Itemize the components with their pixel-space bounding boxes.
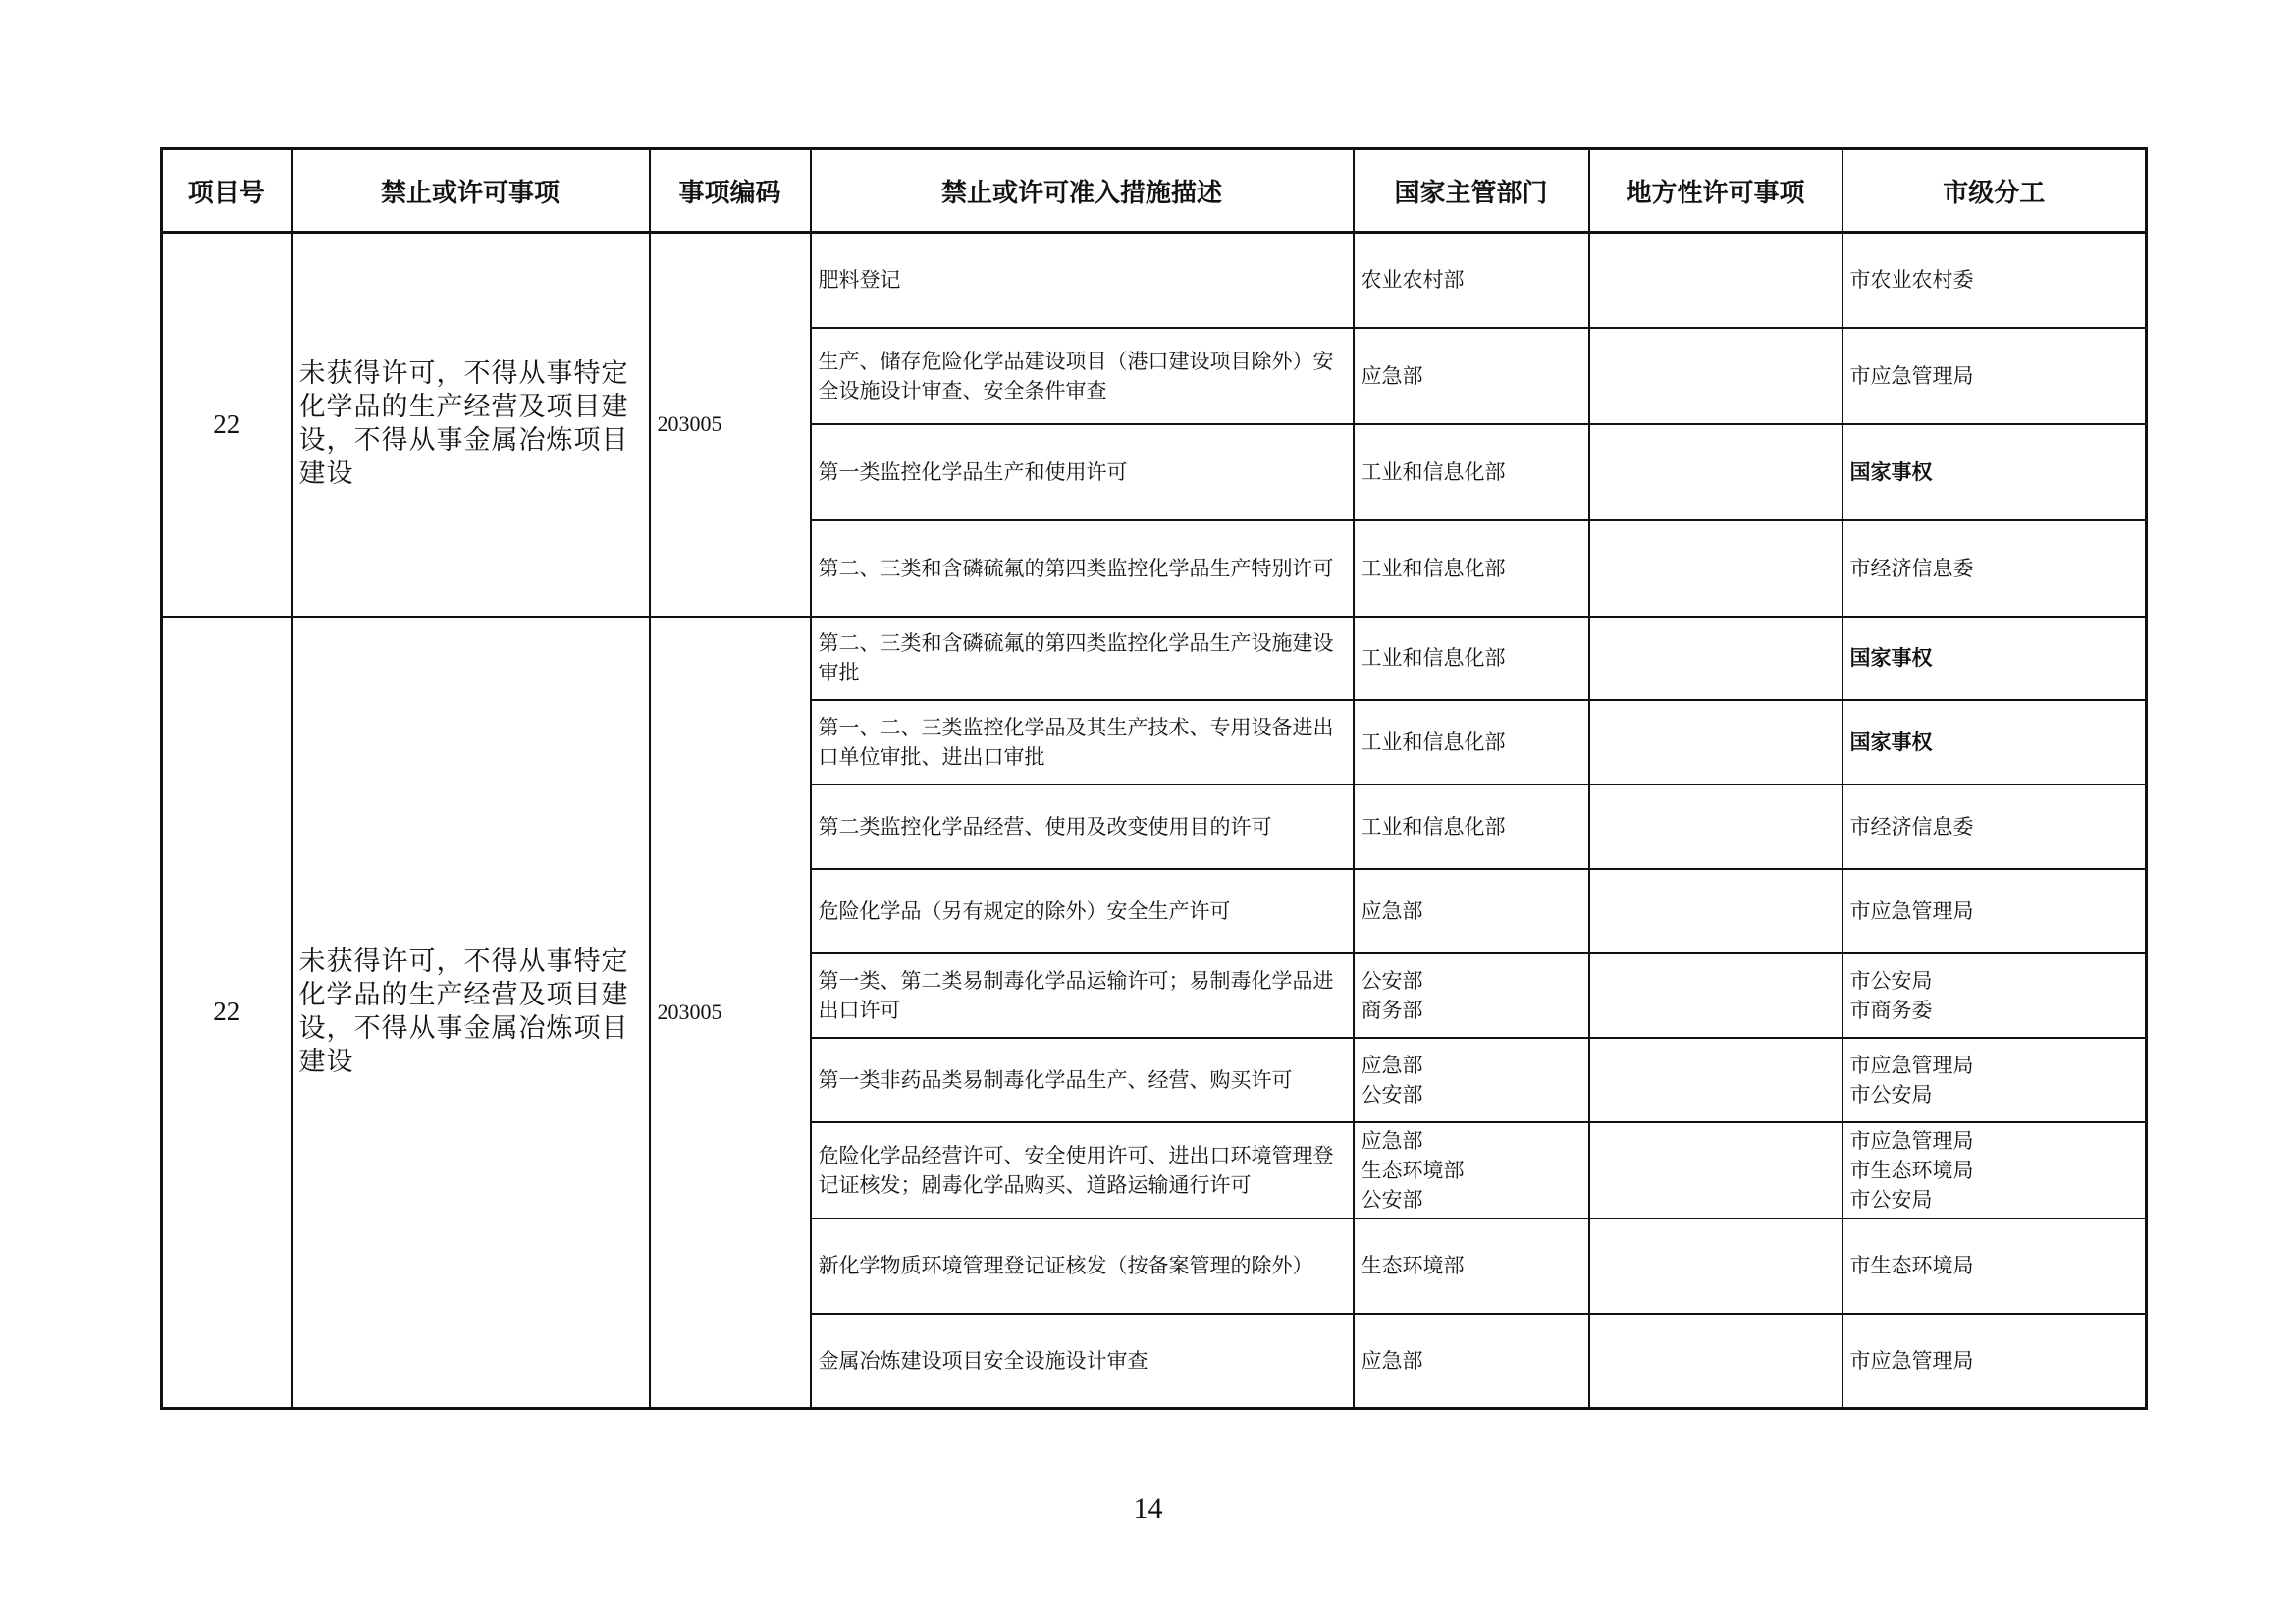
city-division-cell-line: 国家事权 [1849, 460, 1933, 484]
city-division-cell-line: 市应急管理局 [1849, 363, 1974, 388]
national-dept-cell-line: 商务部 [1361, 998, 1423, 1022]
city-division-cell-line: 市经济信息委 [1849, 814, 1974, 839]
local-permit-cell [1589, 520, 1842, 617]
national-dept-cell-line: 农业农村部 [1361, 268, 1465, 293]
city-division-cell-line: 市商务委 [1849, 998, 1933, 1022]
prohibited-item-cell: 未获得许可，不得从事特定化学品的生产经营及项目建设，不得从事金属冶炼项目建设 [292, 233, 650, 617]
local-permit-cell [1589, 700, 1842, 785]
item-code-cell: 203005 [650, 617, 811, 1409]
local-permit-cell [1589, 1038, 1842, 1122]
project-number-cell: 22 [162, 617, 292, 1409]
national-dept-cell-line: 应急部 [1361, 363, 1423, 388]
measure-cell: 危险化学品（另有规定的除外）安全生产许可 [811, 869, 1354, 953]
header-measure: 禁止或许可准入措施描述 [811, 149, 1354, 233]
measure-cell: 金属冶炼建设项目安全设施设计审查 [811, 1314, 1354, 1409]
permit-table [160, 147, 2148, 1410]
city-division-cell-line: 国家事权 [1849, 730, 1933, 754]
city-division-cell [1842, 424, 2147, 520]
city-division-cell [1842, 328, 2147, 424]
local-permit-cell [1589, 1314, 1842, 1409]
city-division-cell-line: 市经济信息委 [1849, 556, 1974, 580]
national-dept-cell-line: 应急部 [1361, 898, 1423, 923]
national-dept-cell-line: 工业和信息化部 [1361, 646, 1506, 670]
city-division-cell-line: 市公安局 [1849, 1187, 1933, 1212]
city-division-cell [1842, 1122, 2147, 1218]
local-permit-cell [1589, 233, 1842, 328]
national-dept-cell [1354, 1314, 1589, 1409]
table-body [162, 233, 2147, 1409]
city-division-cell-line: 市公安局 [1849, 968, 1933, 993]
city-division-cell-line: 市公安局 [1849, 1082, 1933, 1107]
measure-cell: 第一类、第二类易制毒化学品运输许可；易制毒化学品进出口许可 [811, 953, 1354, 1038]
national-dept-cell-line: 生态环境部 [1361, 1158, 1465, 1182]
city-division-cell-line: 市生态环境局 [1849, 1158, 1974, 1182]
measure-cell: 危险化学品经营许可、安全使用许可、进出口环境管理登记证核发；剧毒化学品购买、道路运输通行许可 [811, 1122, 1354, 1218]
header-project-no: 项目号 [162, 149, 292, 233]
national-dept-cell [1354, 1038, 1589, 1122]
measure-cell: 第二、三类和含磷硫氟的第四类监控化学品生产设施建设审批 [811, 617, 1354, 700]
city-division-cell-line: 市农业农村委 [1849, 268, 1974, 293]
national-dept-cell [1354, 1218, 1589, 1314]
measure-cell: 第二类监控化学品经营、使用及改变使用目的许可 [811, 785, 1354, 869]
local-permit-cell [1589, 869, 1842, 953]
city-division-cell-line: 市生态环境局 [1849, 1254, 1974, 1277]
measure-cell: 新化学物质环境管理登记证核发（按备案管理的除外） [811, 1218, 1354, 1314]
measure-cell: 生产、储存危险化学品建设项目（港口建设项目除外）安全设施设计审查、安全条件审查 [811, 328, 1354, 424]
header-code: 事项编码 [650, 149, 811, 233]
city-division-cell [1842, 785, 2147, 869]
national-dept-cell [1354, 520, 1589, 617]
city-division-cell [1842, 953, 2147, 1038]
measure-cell: 第一类监控化学品生产和使用许可 [811, 424, 1354, 520]
national-dept-cell [1354, 424, 1589, 520]
national-dept-cell-line: 工业和信息化部 [1361, 730, 1506, 754]
local-permit-cell [1589, 617, 1842, 700]
local-permit-cell [1589, 328, 1842, 424]
national-dept-cell-line: 公安部 [1361, 1082, 1423, 1107]
page-number: 14 [1133, 1492, 1163, 1525]
national-dept-cell-line: 工业和信息化部 [1361, 460, 1506, 484]
national-dept-cell-line: 公安部 [1361, 1187, 1423, 1212]
national-dept-cell-line: 应急部 [1361, 1128, 1423, 1153]
header-item: 禁止或许可事项 [292, 149, 650, 233]
measure-cell: 第一、二、三类监控化学品及其生产技术、专用设备进出口单位审批、进出口审批 [811, 700, 1354, 785]
local-permit-cell [1589, 1218, 1842, 1314]
header-city-division: 市级分工 [1842, 149, 2147, 233]
city-division-cell [1842, 700, 2147, 785]
national-dept-cell [1354, 785, 1589, 869]
national-dept-cell [1354, 953, 1589, 1038]
city-division-cell-line: 市应急管理局 [1849, 1348, 1974, 1373]
table-row [162, 233, 2147, 328]
city-division-cell-line: 国家事权 [1849, 646, 1933, 670]
local-permit-cell [1589, 785, 1842, 869]
national-dept-cell-line: 生态环境部 [1361, 1254, 1465, 1277]
table-row [162, 617, 2147, 700]
city-division-cell [1842, 520, 2147, 617]
local-permit-cell [1589, 1122, 1842, 1218]
national-dept-cell [1354, 700, 1589, 785]
national-dept-cell-line: 应急部 [1361, 1053, 1423, 1077]
header-national-dept: 国家主管部门 [1354, 149, 1589, 233]
project-number-cell: 22 [162, 233, 292, 617]
city-division-cell [1842, 869, 2147, 953]
city-division-cell [1842, 233, 2147, 328]
national-dept-cell [1354, 1122, 1589, 1218]
city-division-cell [1842, 1038, 2147, 1122]
national-dept-cell [1354, 869, 1589, 953]
city-division-cell-line: 市应急管理局 [1849, 1053, 1974, 1077]
national-dept-cell-line: 应急部 [1361, 1348, 1423, 1373]
city-division-cell-line: 市应急管理局 [1849, 898, 1974, 923]
measure-cell: 第二、三类和含磷硫氟的第四类监控化学品生产特别许可 [811, 520, 1354, 617]
national-dept-cell-line: 工业和信息化部 [1361, 556, 1506, 580]
measure-cell: 肥料登记 [811, 233, 1354, 328]
national-dept-cell-line: 公安部 [1361, 968, 1423, 993]
local-permit-cell [1589, 953, 1842, 1038]
city-division-cell [1842, 617, 2147, 700]
national-dept-cell [1354, 328, 1589, 424]
city-division-cell [1842, 1314, 2147, 1409]
header-local-permit: 地方性许可事项 [1589, 149, 1842, 233]
city-division-cell [1842, 1218, 2147, 1314]
measure-cell: 第一类非药品类易制毒化学品生产、经营、购买许可 [811, 1038, 1354, 1122]
prohibited-item-cell: 未获得许可，不得从事特定化学品的生产经营及项目建设，不得从事金属冶炼项目建设 [292, 617, 650, 1409]
national-dept-cell-line: 工业和信息化部 [1361, 814, 1506, 839]
item-code-cell: 203005 [650, 233, 811, 617]
table-header-row [162, 149, 2147, 233]
national-dept-cell [1354, 233, 1589, 328]
national-dept-cell [1354, 617, 1589, 700]
local-permit-cell [1589, 424, 1842, 520]
city-division-cell-line: 市应急管理局 [1849, 1128, 1974, 1153]
